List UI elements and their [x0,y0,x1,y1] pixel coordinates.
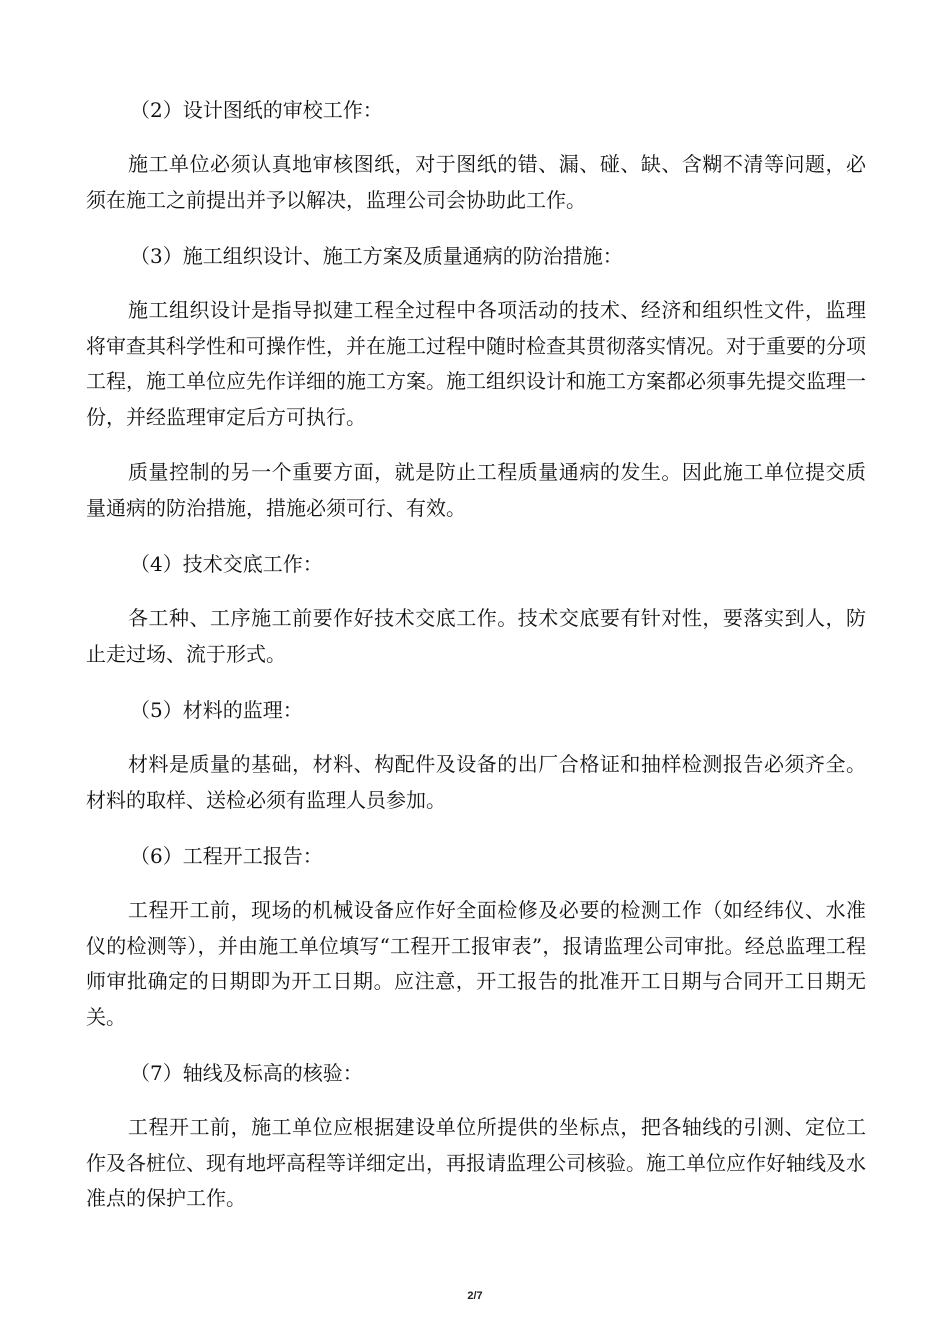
section-paragraph: 质量控制的另一个重要方面，就是防止工程质量通病的发生。因此施工单位提交质量通病的防治措施，措施必须可行、有效。 [86,460,866,520]
section-5 [86,692,866,818]
section-paragraph: 工程开工前，现场的机械设备应作好全面检修及必要的检测工作（如经纬仪、水准仪的检测等），并由施工单位填写“工程开工报审表”，报请监理公司审批。经总监理工程师审批确定的日期即为开工日期。应注意，开工报告的批准开工日期与合同开工日期无关。 [86,898,866,1029]
section-paragraph: 施工单位必须认真地审核图纸，对于图纸的错、漏、碰、缺、含糊不清等问题，必须在施工之前提出并予以解决，监理公司会协助此工作。 [86,152,866,212]
section-heading: （5）材料的监理： [130,698,303,722]
document-body [86,92,866,1237]
section-3 [86,238,866,526]
section-paragraph: 工程开工前，施工单位应根据建设单位所提供的坐标点，把各轴线的引测、定位工作及各桩位、现有地坪高程等详细定出，再报请监理公司核验。施工单位应作好轴线及水准点的保护工作。 [86,1115,866,1210]
section-6 [86,838,866,1035]
section-heading: （2）设计图纸的审校工作： [130,98,383,122]
section-heading: （7）轴线及标高的核验： [130,1061,363,1085]
section-heading: （6）工程开工报告： [130,844,323,868]
section-paragraph: 施工组织设计是指导拟建工程全过程中各项活动的技术、经济和组织性文件，监理将审查其科学性和可操作性，并在施工过程中随时检查其贯彻落实情况。对于重要的分项工程，施工单位应先作详细的施工方案。施工组织设计和施工方案都必须事先提交监理一份，并经监理审定后方可执行。 [86,298,866,429]
section-heading: （3）施工组织设计、施工方案及质量通病的防治措施： [130,244,623,268]
section-paragraph: 各工种、工序施工前要作好技术交底工作。技术交底要有针对性，要落实到人，防止走过场、流于形式。 [86,606,866,666]
section-paragraph: 材料是质量的基础，材料、构配件及设备的出厂合格证和抽样检测报告必须齐全。材料的取样、送检必须有监理人员参加。 [86,752,866,812]
section-heading: （4）技术交底工作： [130,552,323,576]
section-7 [86,1055,866,1217]
page-number: 2/7 [467,1290,483,1302]
section-4 [86,546,866,672]
section-2 [86,92,866,218]
